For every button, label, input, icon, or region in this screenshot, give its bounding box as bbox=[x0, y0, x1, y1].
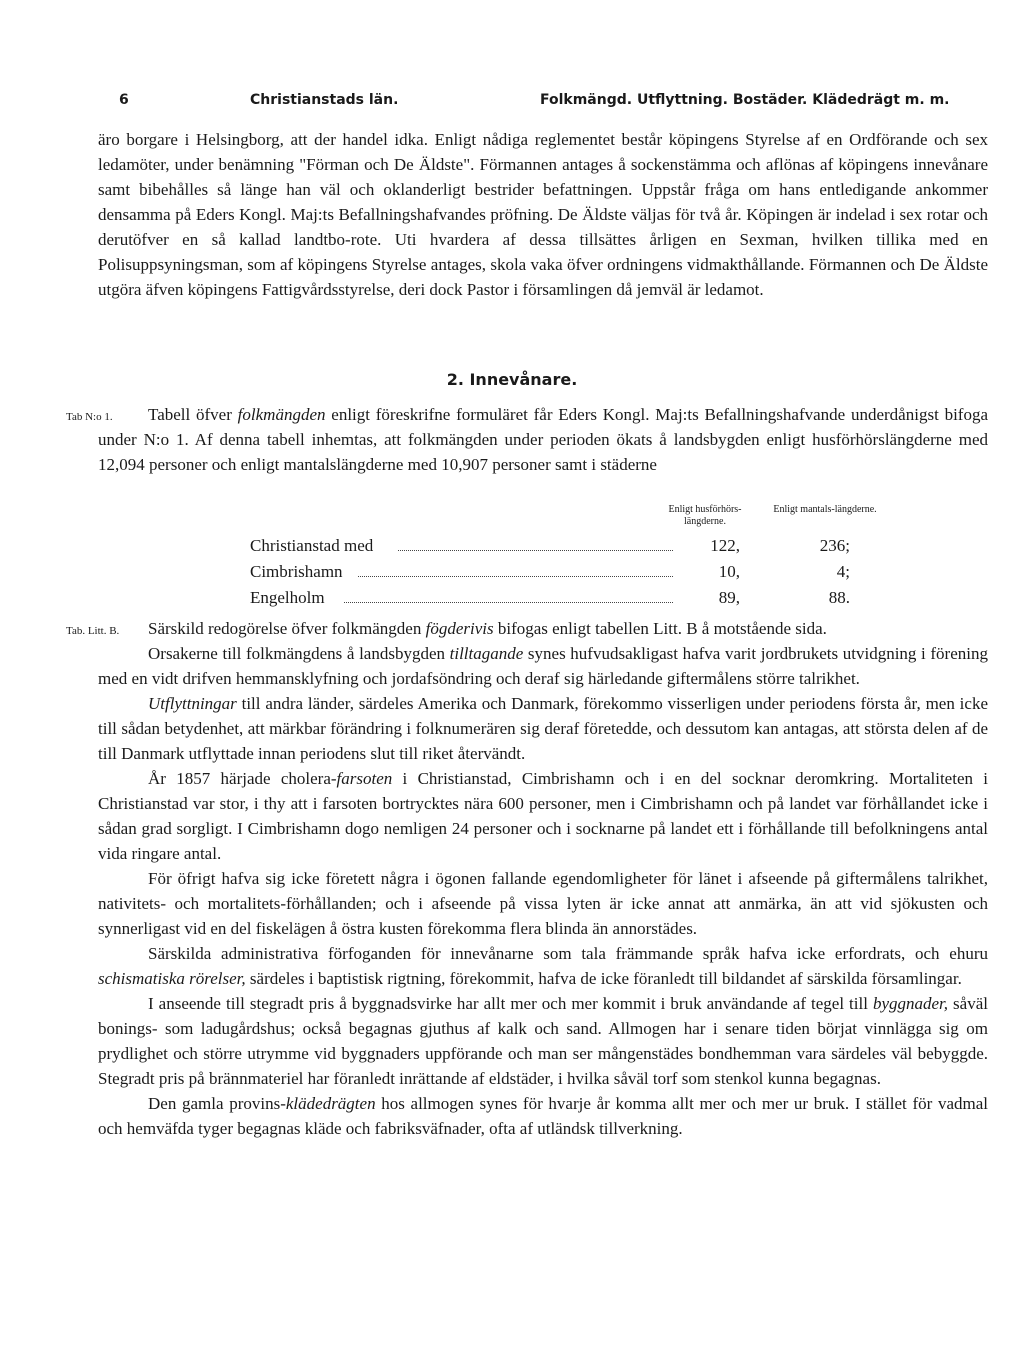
text-run: Den gamla provins- bbox=[148, 1094, 286, 1113]
section-title: 2. Innevånare. bbox=[446, 370, 578, 389]
text-run: enligt föreskrifne formuläret får Eders Kongl. Maj:ts Befallningshafvande underdånigst bifoga under N:o 1. Af denna tabell inhemtas, att folkmängden under perioden ökats å landsbygden enligt husförhörslängderne med 12,094 personer och enligt mantalslängderne med 10,907 personer samt i städerne bbox=[98, 405, 988, 474]
text-run: till andra länder, särdeles Amerika och Danmark, förekommo visserligen under periodens första år, men icke till sådan betydenhet, att märkbar förändring i folknumerären sig deraf företedde, och dessutom kan antagas, att största delen af de till Danmark utflyttade innan periodens slut till riket återvändt. bbox=[98, 694, 988, 763]
text-run: Särskilda administrativa förfoganden för innevånarne som tala främmande språk hafva icke erfordrats, och ehuru bbox=[148, 944, 988, 963]
italic-run: farsoten bbox=[336, 769, 393, 788]
table-row bbox=[250, 586, 870, 610]
text-run: i Christianstad, Cimbrishamn och i en del socknar deromkring. Mortaliteten i Christianstad var stor, i thy att i farsoten bortrycktes nära 600 personer, men i Cimbrishamn och på landet var förhållandet icke i sådan grad sorgligt. I Cimbrishamn dogo nemligen 24 personer och i socknarne på landet ett i förhållande till befolkningens antal vida ringare antal. bbox=[98, 769, 989, 863]
italic-run: fögderivis bbox=[425, 619, 494, 638]
column-header-mantal: Enligt mantals-längderne. bbox=[773, 504, 877, 515]
mantal-value: 88. bbox=[828, 588, 850, 607]
paragraph bbox=[98, 641, 988, 691]
husforhor-value: 122, bbox=[710, 536, 740, 555]
italic-run: tilltagande bbox=[449, 644, 524, 663]
italic-run: schismatiska rörelser, bbox=[98, 969, 246, 988]
text-run: såväl bonings- som ladugårdshus; också begagnas gjuthus af kalk och sand. Allmogen har i senare tiden börjat vinnlägga sig om prydlighet och större utrymme vid byggnaders uppförande och man ser mångenstädes bondhemman vara särdeles väl bebyggde. Stegradt pris på brännmateriel har föranledt inrättande af eldstäder, i hvilka såväl torf som stenkol kunna begagnas. bbox=[98, 994, 988, 1088]
running-header bbox=[0, 92, 1024, 118]
text-run: synes hufvudsakligast hafva varit jordbrukets utvidgning i förening med en vidt drifven hemmansklyfning och jordafsöndring och deraf sig härledande giftermålens större talrikhet. bbox=[98, 644, 988, 688]
paragraph bbox=[98, 766, 988, 866]
mantal-value: 4; bbox=[836, 562, 850, 581]
table-row bbox=[250, 560, 870, 584]
italic-run: Utflyttningar bbox=[148, 694, 237, 713]
husforhor-value: 89, bbox=[718, 588, 740, 607]
page-number: 6 bbox=[119, 92, 129, 108]
italic-run: folkmängden bbox=[237, 405, 326, 424]
column-header-husforhor: Enligt husförhörs-längderne. bbox=[668, 504, 742, 527]
text-run: särdeles i baptistisk rigtning, förekommit, hafva de icke föranledt till bildandet af särskilda församlingar. bbox=[245, 969, 962, 988]
town-name: Engelholm bbox=[250, 588, 325, 607]
text-run: Tabell öfver bbox=[148, 405, 238, 424]
header-left-title: Christianstads län. bbox=[250, 92, 399, 108]
italic-run: klädedrägten bbox=[285, 1094, 376, 1113]
paragraph bbox=[98, 991, 988, 1091]
leader-dots bbox=[358, 576, 673, 577]
text-run: hos allmogen synes för hvarje år komma allt mer och mer ur bruk. I stället för vadmal och hemväfda tyger begagnas kläde och fabriksväfnader, ofta af utländsk tillverkning. bbox=[98, 1094, 988, 1138]
table-paragraph bbox=[98, 402, 988, 477]
text-run: År 1857 härjade cholera- bbox=[148, 769, 337, 788]
text-run: Särskild redogörelse öfver folkmängden bbox=[148, 619, 426, 638]
margin-note-tab-litt-b: Tab. Litt. B. bbox=[66, 625, 120, 637]
text-run: I anseende till stegradt pris å byggnadsvirke har allt mer och mer kommit i bruk användande af tegel till bbox=[148, 994, 873, 1013]
text-run: bifogas enligt tabellen Litt. B å motstående sida. bbox=[493, 619, 827, 638]
husforhor-value: 10, bbox=[718, 562, 740, 581]
paragraph bbox=[98, 616, 988, 641]
margin-note-tab-no1: Tab N:o 1. bbox=[66, 411, 113, 423]
paragraph bbox=[98, 1091, 988, 1141]
paragraph bbox=[98, 941, 988, 991]
table-paragraph-text bbox=[98, 402, 988, 477]
mantal-value: 236; bbox=[819, 536, 850, 555]
intro-paragraph bbox=[98, 127, 988, 302]
paragraph: För öfrigt hafva sig icke företett några i ögonen fallande egendomligheter för länet i afseende på giftermålens talrikhet, nativitets- och mortalitets-förhållanden; och i afseende på vissa lyten är icke annat att anmärka, än att vid sjökusten och synnerligast vid en del fiskelägen å östra kusten förekomma flera blinda än annorstädes. bbox=[98, 869, 988, 938]
body-text bbox=[98, 616, 988, 1141]
leader-dots bbox=[344, 602, 673, 603]
town-name: Cimbrishamn bbox=[250, 562, 343, 581]
header-right-title: Folkmängd. Utflyttning. Bostäder. Klädedrägt m. m. bbox=[540, 92, 950, 108]
text-run: Orsakerne till folkmängdens å landsbygden bbox=[148, 644, 450, 663]
paragraph bbox=[98, 691, 988, 766]
intro-text: äro borgare i Helsingborg, att der handel idka. Enligt nådiga reglementet består köpingens Styrelse af en Ordförande och sex ledamöter, under benämning "Förman och De Äldste". Förmannen antages å sockenstämma och aflönas af köpingens innevånare samt bibehålles så länge han väl och oklanderligt bestrider befattningen. Uppstår fråga om hans entledigande ankommer densamma på Eders Kongl. Maj:ts Befallningshafvandes pröfning. De Äldste väljas för två år. Köpingen är indelad i sex rotar och derutöfver en så kallad landtbo-rote. Uti hvardera af dessa tillsättes årligen en Sexman, hvilken tillika med en Polisuppsyningsman, som af köpingens Styrelse antages, skola vaka öfver ordningens vidmakthållande. Förmannen och De Äldste utgöra äfven köpingens Fattigvårdsstyrelse, deri dock Pastor i församlingen då jemväl är ledamot. bbox=[98, 130, 988, 299]
leader-dots bbox=[398, 550, 673, 551]
table-row bbox=[250, 534, 870, 558]
town-name: Christianstad med bbox=[250, 536, 374, 555]
italic-run: byggnader, bbox=[872, 994, 949, 1013]
